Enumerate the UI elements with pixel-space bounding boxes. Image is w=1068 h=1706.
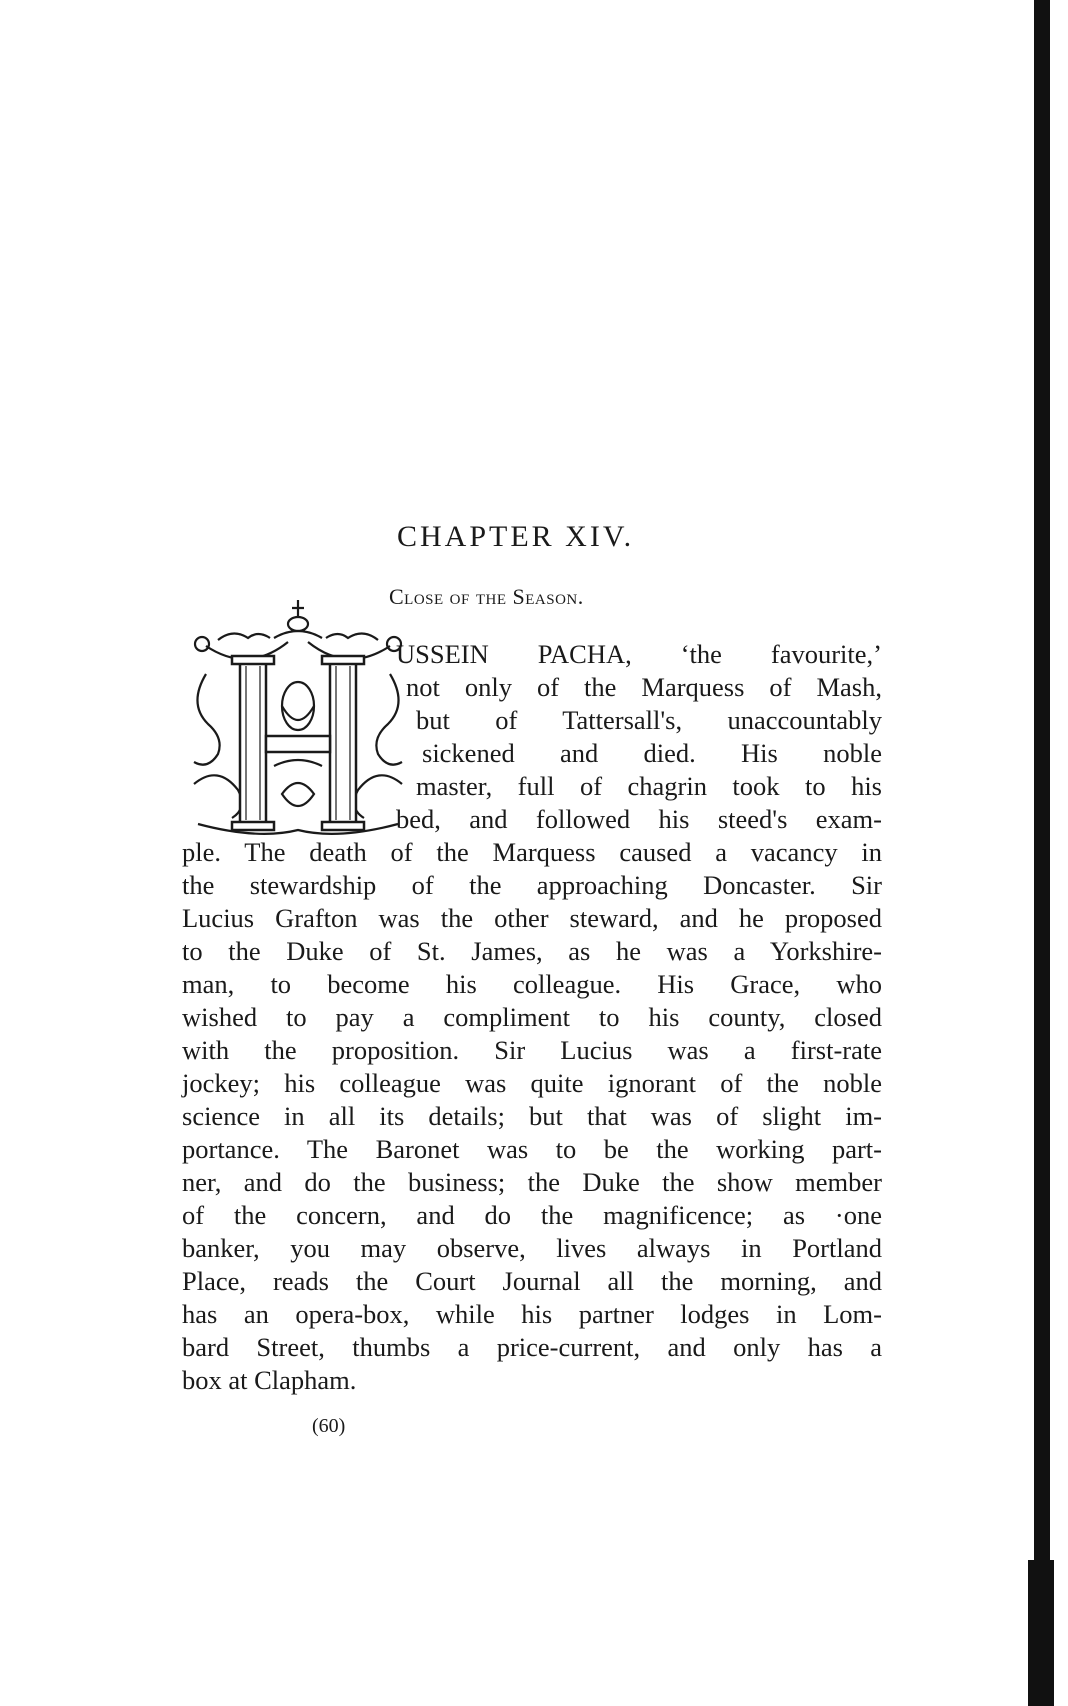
text-line: USSEIN PACHA, ‘the favourite,’ bbox=[396, 639, 882, 669]
text-line: the stewardship of the approaching Doncaster. Sir bbox=[182, 870, 882, 900]
chapter-title: CHAPTER XIV. bbox=[397, 520, 635, 553]
text-line: science in all its details; but that was of slight im- bbox=[182, 1101, 882, 1131]
text-line: jockey; his colleague was quite ignorant of the noble bbox=[182, 1068, 882, 1098]
text-line: man, to become his colleague. His Grace, who bbox=[182, 969, 882, 999]
text-line: not only of the Marquess of Mash, bbox=[406, 672, 882, 702]
text-line: sickened and died. His noble bbox=[422, 738, 882, 768]
page-edge-shadow-lower bbox=[1028, 1560, 1054, 1706]
section-title: Close of the Season. bbox=[389, 584, 584, 609]
page-number: (60) bbox=[312, 1415, 346, 1437]
text-line: portance. The Baronet was to be the working part- bbox=[182, 1134, 882, 1164]
text-line: bed, and followed his steed's exam- bbox=[396, 804, 882, 834]
text-line: but of Tattersall's, unaccountably bbox=[416, 705, 882, 735]
text-line: has an opera-box, while his partner lodges in Lom- bbox=[182, 1299, 882, 1329]
text-line: ple. The death of the Marquess caused a vacancy in bbox=[182, 837, 882, 867]
text-line: box at Clapham. bbox=[182, 1365, 357, 1395]
text-line: banker, you may observe, lives always in Portland bbox=[182, 1233, 882, 1263]
text-line: to the Duke of St. James, as he was a Yorkshire- bbox=[182, 936, 882, 966]
text-line: ner, and do the business; the Duke the show member bbox=[182, 1167, 882, 1197]
text-line: Place, reads the Court Journal all the morning, and bbox=[182, 1266, 882, 1296]
text-line: with the proposition. Sir Lucius was a first-rate bbox=[182, 1035, 882, 1065]
text-line: bard Street, thumbs a price-current, and only has a bbox=[182, 1332, 882, 1362]
page-edge-shadow bbox=[1034, 0, 1050, 1706]
text-line: of the concern, and do the magnificence; as ·one bbox=[182, 1200, 882, 1230]
text-line: wished to pay a compliment to his county, closed bbox=[182, 1002, 882, 1032]
text-line: master, full of chagrin took to his bbox=[416, 771, 882, 801]
chapter-text bbox=[182, 638, 882, 1397]
text-line: Lucius Grafton was the other steward, and he proposed bbox=[182, 903, 882, 933]
